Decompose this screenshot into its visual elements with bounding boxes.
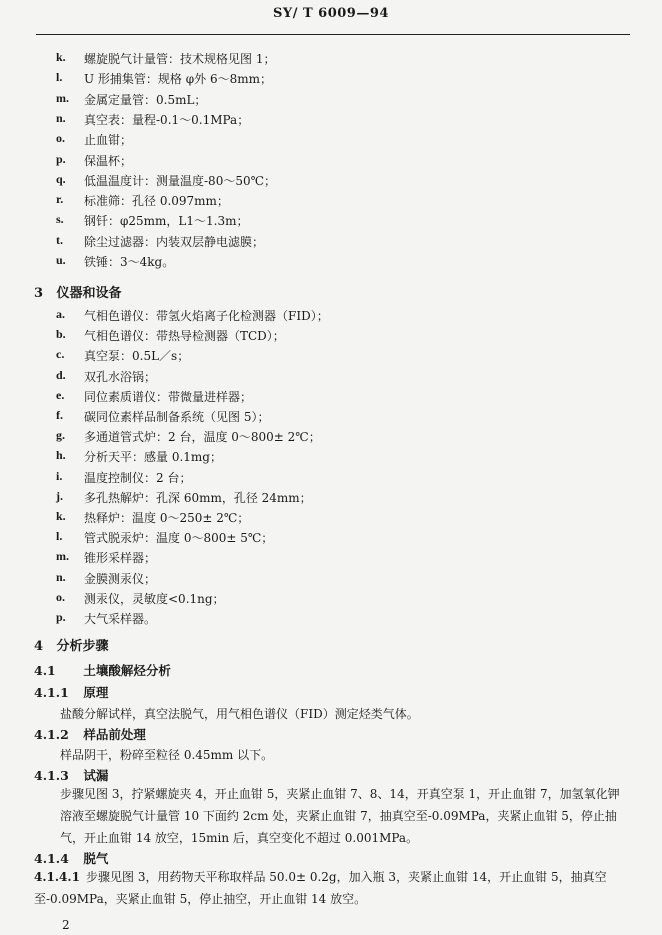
list-item-key: l. (56, 70, 63, 85)
section-number: 4 (34, 639, 44, 654)
list-item-key: b. (56, 327, 66, 342)
list-item-key: n. (56, 569, 66, 584)
list-item-text: 热释炉：温度 0～250± 2℃； (84, 511, 250, 525)
section-title: 仪器和设备 (56, 286, 122, 301)
subsection-number: 4.1.2 (34, 727, 69, 742)
subsection-4-1-1-heading (34, 683, 108, 701)
list-item-key: k. (56, 509, 66, 523)
subsection-4-1-3-heading (34, 766, 108, 784)
subsection-number: 4.1.3 (34, 768, 69, 783)
list-item-key: e. (56, 387, 65, 402)
list-item-text: 真空泵：0.5L／s； (84, 349, 190, 364)
section-4-heading (34, 635, 109, 654)
list-item-text: 真空表：量程-0.1～0.1MPa； (84, 112, 250, 127)
list-item-key: l. (56, 529, 63, 544)
list-item-text: 金属定量管：0.5mL； (84, 92, 207, 107)
list-item-text: 分析天平：感量 0.1mg； (84, 450, 222, 465)
section-3-heading (34, 282, 122, 301)
list-item-text: 金膜测汞仪； (84, 571, 157, 586)
list-item-key: c. (56, 347, 65, 362)
list-item-text: 铁锤：3～4kg。 (84, 255, 175, 269)
list-item-text: 锥形采样器； (84, 551, 157, 566)
list-item-key: k. (56, 50, 66, 64)
paragraph-text: 步骤见图 3，用药物天平称取样品 50.0± 0.2g，加入瓶 3，夹紧止血钳 14，开止血钳 5，抽真空至-0.09MPa，夹紧止血钳 5，停止抽空，开止血钳 14 放空。 (34, 870, 607, 906)
list-item-text: 低温温度计：测量温度-80～50℃； (84, 173, 277, 188)
paragraph-pretreatment: 样品阴干，粉碎至粒径 0.45mm 以下。 (60, 748, 274, 762)
list-item-text: 大气采样器。 (84, 612, 157, 626)
paragraph-principle: 盐酸分解试样，真空法脱气，用气相色谱仪（FID）测定烃类气体。 (60, 707, 419, 721)
list-item-text: 多通道管式炉：2 台，温度 0～800± 2℃； (84, 430, 321, 445)
list-item-text: U 形捕集管：规格 φ外 6～8mm； (84, 72, 272, 87)
subsection-number: 4.1.1 (34, 685, 69, 700)
list-item-key: h. (56, 448, 66, 463)
list-item-text: 管式脱汞炉：温度 0～800± 5℃； (84, 531, 274, 546)
subsection-4-1-4-heading (34, 849, 108, 867)
list-item-key: o. (56, 589, 65, 604)
document-header: SY/ T 6009—94 (273, 6, 389, 21)
subsection-4-1-heading (34, 661, 171, 679)
page-number: 2 (62, 918, 70, 932)
section-title: 分析步骤 (56, 639, 109, 654)
list-item-key: p. (56, 151, 66, 166)
list-item-text: 螺旋脱气计量管：技术规格见图 1； (84, 52, 276, 66)
list-item-key: j. (56, 488, 63, 503)
list-item-text: 温度控制仪：2 台； (84, 470, 192, 485)
list-item-key: i. (56, 468, 63, 483)
subsection-title: 样品前处理 (83, 727, 146, 742)
list-item-text: 保温杯； (84, 153, 133, 168)
list-item-key: n. (56, 110, 66, 125)
list-item-key: p. (56, 610, 66, 624)
list-item-text: 标准筛：孔径 0.097mm； (84, 194, 229, 209)
list-item-text: 止血钳； (84, 133, 133, 148)
list-item-key: u. (56, 253, 66, 267)
list-item-key: a. (56, 307, 65, 321)
subsection-number: 4.1.4 (34, 851, 69, 866)
list-item-text: 双孔水浴锅； (84, 369, 157, 384)
paragraph-text: 步骤见图 3，拧紧螺旋夹 4，开止血钳 5，夹紧止血钳 7、8、14，开真空泵 1，开止血钳 7，加氢氧化钾溶液至螺旋脱气计量管 10 下面约 2cm 处，夹紧止血钳 7，抽真空至-0.09MPa，夹紧止血钳 5，停止抽气，开止血钳 14 放空，15min 后，真空变化不超过 0.001MPa。 (60, 787, 620, 845)
paragraph-leak-test (34, 783, 630, 849)
list-item-text: 气相色谱仪：带氢火焰离子化检测器（FID）； (84, 309, 329, 323)
list-item-key: s. (56, 212, 64, 227)
subsection-title: 脱气 (83, 851, 109, 866)
list-item-key: r. (56, 192, 64, 207)
list-item-text: 除尘过滤器：内装双层静电滤膜； (84, 234, 265, 249)
list-item-text: 钢钎：φ25mm，L1～1.3m； (84, 214, 249, 229)
paragraph-degassing (34, 866, 630, 910)
subsection-number: 4.1 (34, 663, 56, 678)
list-item-key: m. (56, 90, 69, 105)
list-item-text: 多孔热解炉：孔深 60mm，孔径 24mm； (84, 490, 312, 505)
list-item-text: 测汞仪，灵敏度<0.1ng； (84, 591, 225, 606)
subsection-4-1-2-heading (34, 725, 146, 743)
list-item-key: f. (56, 408, 63, 422)
section-number: 3 (34, 286, 44, 301)
list-item-key: g. (56, 428, 65, 443)
list-item-text: 碳同位素样品制备系统（见图 5）； (84, 410, 270, 424)
list-item-text: 同位素质谱仪：带微量进样器； (84, 389, 253, 404)
list-item-key: m. (56, 549, 69, 564)
list-item-key: o. (56, 131, 65, 146)
list-item-text: 气相色谱仪：带热导检测器（TCD）； (84, 329, 285, 344)
subsection-title: 原理 (83, 685, 109, 700)
list-item-key: d. (56, 367, 66, 382)
list-item-key: t. (56, 232, 63, 247)
subsection-title: 土壤酸解烃分析 (83, 663, 171, 678)
header-rule (36, 34, 630, 35)
list-item-key: q. (56, 171, 66, 186)
clause-number: 4.1.4.1 (34, 870, 80, 884)
subsection-title: 试漏 (83, 768, 109, 783)
